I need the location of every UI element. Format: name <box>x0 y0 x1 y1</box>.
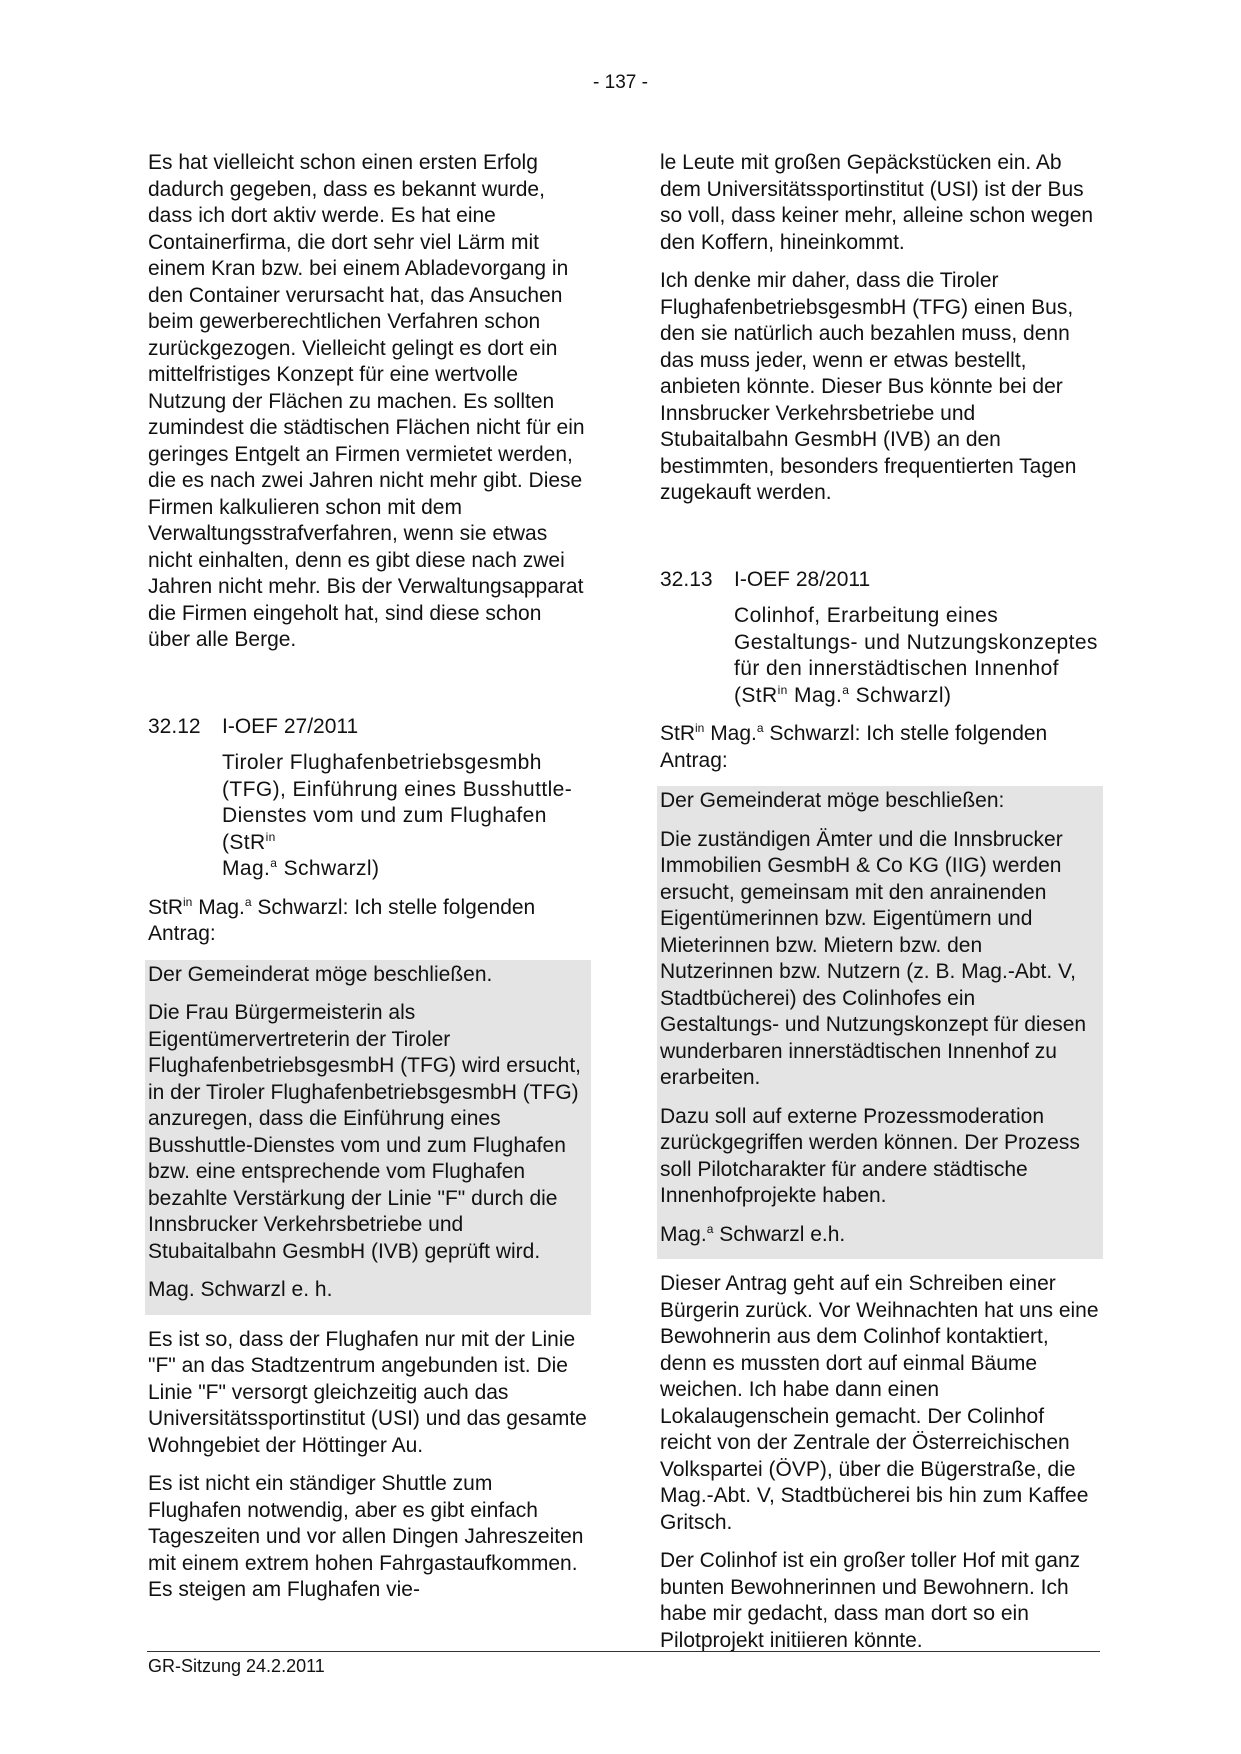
motion-intro: StR$^{in}$ Mag.$^a$ Schwarzl: Ich stelle folgenden Antrag: <box>660 721 1048 772</box>
footer-divider <box>147 1651 1100 1652</box>
agenda-item-title: Tiroler Flughafenbetriebsgesmbh (TFG), Einführung eines Busshuttle-Dienstes vom und zum Flughafen (StR$^{in}$ Mag.$^a$ Schwarzl) <box>222 751 573 880</box>
motion-text: Die Frau Bürgermeisterin als Eigentümervertreterin der Tiroler FlughafenbetriebsgesmbH (TFG) wird ersucht, in der Tiroler FlughafenbetriebsgesmbH (TFG) anzuregen, dass die Einführung eines Busshuttle-Dienstes vom und zum Flughafen bzw. eine entsprechende vom Flughafen bezahlte Verstärkung der Linie "F" durch die Innsbrucker Verkehrsbetriebe und Stubaitalbahn GesmbH (IVB) geprüft wird. <box>148 1001 581 1263</box>
motion-resolution: Der Gemeinderat möge beschließen: <box>660 789 1005 812</box>
paragraph: Ich denke mir daher, dass die Tiroler FlughafenbetriebsgesmbH (TFG) einen Bus, den sie natürlich auch bezahlen muss, denn das muss jeder, wenn er etwas bestellt, anbieten könnte. Dieser Bus könnte bei der Innsbrucker Verkehrsbetriebe und Stubaitalbahn GesmbH (IVB) an den bestimmten, besonders frequentierten Tagen zugekauft werden. <box>660 269 1077 504</box>
motion-text: Die zuständigen Ämter und die Innsbrucker Immobilien GesmbH & Co KG (IIG) werden ersucht, gemeinsam mit den anrainenden Eigentümerinnen bzw. Eigentümern und Mieterinnen bzw. Mietern bzw. den Nutzerinnen bzw. Nutzern (z. B. Mag.-Abt. V, Stadtbücherei) des Colinhofes ein Gestaltungs- und Nutzungskonzept für diesen wunderbaren innerstädtischen Innenhof zu erarbeiten. <box>660 827 1087 1089</box>
page-number: - 137 - <box>593 72 648 93</box>
motion-text: Dazu soll auf externe Prozessmoderation zurückgegriffen werden können. Der Prozess soll Pilotcharakter für andere städtische Innenhofprojekte haben. <box>660 1104 1080 1207</box>
agenda-item-title: Colinhof, Erarbeitung eines Gestaltungs- und Nutzungskonzeptes für den innerstädtischen Innenhof (StR$^{in}$ Mag.$^a$ Schwarzl) <box>734 604 1098 707</box>
motion-signature: Mag. Schwarzl e. h. <box>148 1278 333 1301</box>
motion-signature: Mag.$^a$ Schwarzl e.h. <box>660 1221 846 1246</box>
footer-text: GR-Sitzung 24.2.2011 <box>148 1656 325 1676</box>
agenda-item-heading <box>660 567 1100 594</box>
paragraph: le Leute mit großen Gepäckstücken ein. Ab dem Universitätssportinstitut (USI) ist der Bus so voll, dass keiner mehr, alleine schon wegen den Koffern, hineinkommt. <box>660 151 1094 254</box>
motion-box <box>145 960 591 1315</box>
agenda-item-number: 32.13 <box>660 567 713 591</box>
paragraph: Es ist so, dass der Flughafen nur mit der Linie "F" an das Stadtzentrum angebunden ist. Die Linie "F" versorgt gleichzeitig auch das Universitätssportinstitut (USI) und das gesamte Wohngebiet der Höttinger Au. <box>148 1327 587 1457</box>
paragraph: Es hat vielleicht schon einen ersten Erfolg dadurch gegeben, dass es bekannt wurde, dass ich dort aktiv werde. Es hat eine Containerfirma, die dort sehr viel Lärm mit einem Kran bzw. bei einem Abladevorgang in den Container verursacht hat, das Ansuchen beim gewerberechtlichen Verfahren schon zurückgezogen. Vielleicht gelingt es dort ein mittelfristiges Konzept für eine wertvolle Nutzung der Flächen zu machen. Es sollten zumindest die städtischen Flächen nicht für ein geringes Entgelt an Firmen vermietet werden, die es nach zwei Jahren nicht mehr gibt. Diese Firmen kalkulieren schon mit dem Verwaltungsstrafverfahren, wenn sie etwas nicht einhalten, denn es gibt diese nach zwei Jahren nicht mehr. Bis der Verwaltungsapparat die Firmen eingeholt hat, sind diese schon über alle Berge. <box>148 151 585 651</box>
motion-intro: StR$^{in}$ Mag.$^a$ Schwarzl: Ich stelle folgenden Antrag: <box>148 894 536 945</box>
left-column <box>148 150 588 1616</box>
right-column <box>660 150 1100 1666</box>
motion-box <box>657 786 1103 1259</box>
paragraph: Es ist nicht ein ständiger Shuttle zum Flughafen notwendig, aber es gibt einfach Tageszeiten und vor allen Dingen Jahreszeiten mit einem extrem hohen Fahrgastaufkommen. Es steigen am Flughafen vie- <box>148 1472 584 1601</box>
paragraph: Der Colinhof ist ein großer toller Hof mit ganz bunten Bewohnerinnen und Bewohnern. Ich habe mir gedacht, dass man dort so ein Pilotprojekt initiieren könnte. <box>660 1549 1081 1652</box>
paragraph: Dieser Antrag geht auf ein Schreiben einer Bürgerin zurück. Vor Weihnachten hat uns eine Bewohnerin aus dem Colinhof kontaktiert, denn es mussten dort auf einmal Bäume weichen. Ich habe dann einen Lokalaugenschein gemacht. Der Colinhof reicht von der Zentrale der Österreichischen Volkspartei (ÖVP), über die Bügerstraße, die Mag.-Abt. V, Stadtbücherei bis hin zum Kaffee Gritsch. <box>660 1272 1099 1534</box>
agenda-item-code: I-OEF 28/2011 <box>734 567 871 591</box>
agenda-item-code: I-OEF 27/2011 <box>222 714 359 738</box>
agenda-item-heading <box>148 714 588 741</box>
motion-resolution: Der Gemeinderat möge beschließen. <box>148 962 493 986</box>
agenda-item-number: 32.12 <box>148 714 201 738</box>
